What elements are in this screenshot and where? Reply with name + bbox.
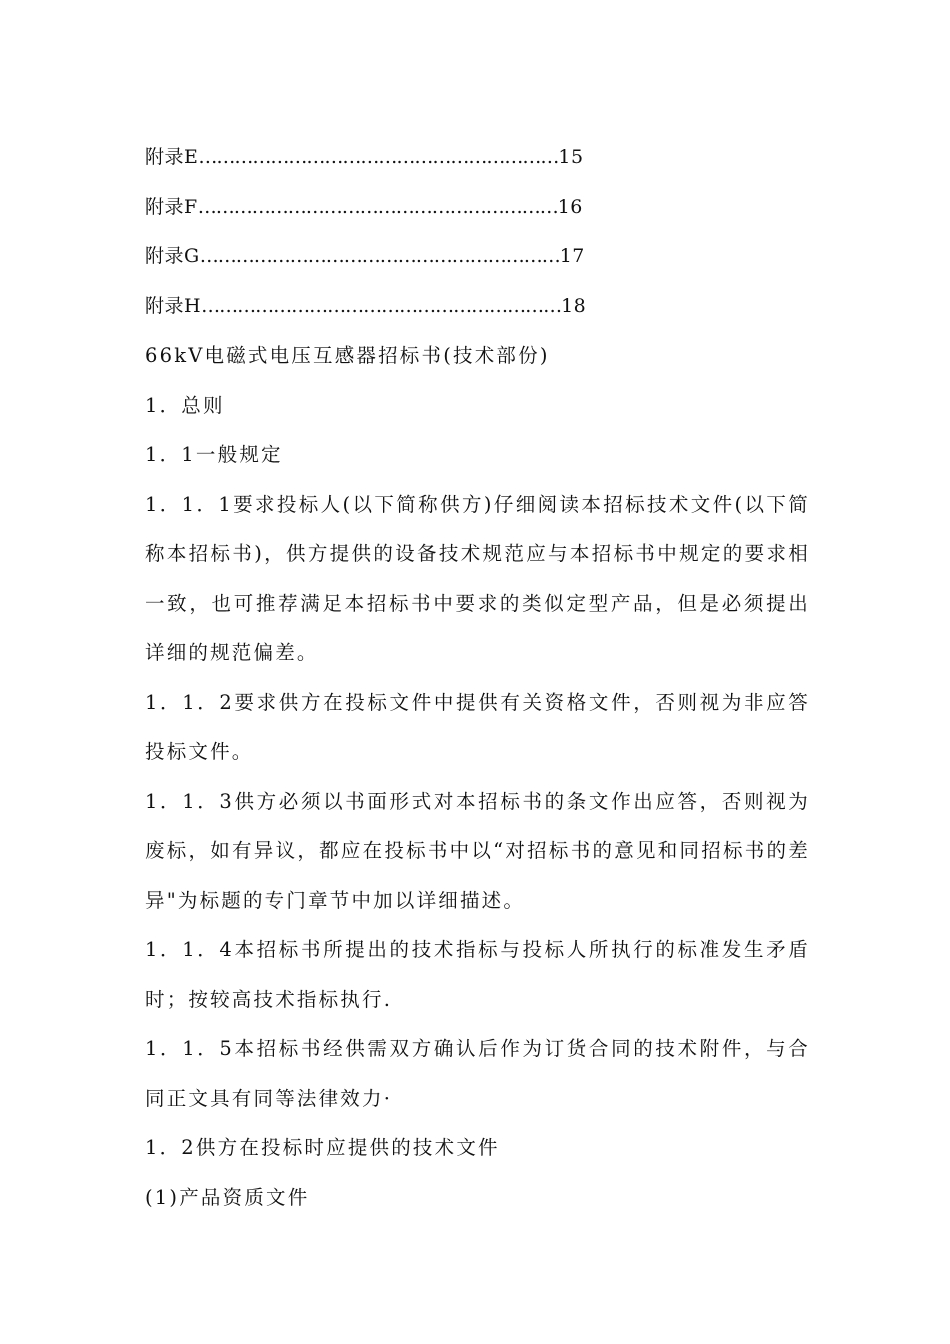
clause-1-1-5: 1．1．5本招标书经供需双方确认后作为订货合同的技术附件，与合同正文具有同等法律效力·: [145, 1037, 810, 1110]
toc-dots: ……………………………………………………: [198, 146, 559, 168]
section-heading-1-2: 1．2供方在投标时应提供的技术文件: [145, 1136, 500, 1159]
toc-label: 附录E: [145, 146, 199, 168]
toc-entry-appendix-f: [145, 183, 810, 233]
toc-page-number: 15: [558, 146, 584, 168]
clause-1-1-4: 1．1．4本招标书所提出的技术指标与投标人所执行的标准发生矛盾时；按较高技术指标执行.: [145, 938, 810, 1011]
toc-dots: ……………………………………………………: [201, 294, 562, 317]
toc-entry-appendix-e: [145, 133, 810, 183]
list-item-1: (1)产品资质文件: [145, 1185, 310, 1209]
clause-1-1-2: 1．1．2要求供方在投标文件中提供有关资格文件，否则视为非应答投标文件。: [145, 690, 810, 763]
toc-label: 附录F: [145, 195, 198, 218]
toc-dots: ……………………………………………………: [197, 195, 558, 218]
section-heading-1: 1．总则: [145, 393, 225, 417]
toc-page-number: 17: [559, 245, 585, 267]
clause-1-1-1: 1．1．1要求投标人(以下简称供方)仔细阅读本招标技术文件(以下简称本招标书)，供方提供的设备技术规范应与本招标书中规定的要求相一致，也可推荐满足本招标书中要求的类似定型产品，但是必须提出详细的规范偏差。: [145, 492, 810, 664]
toc-label: 附录G: [145, 245, 200, 267]
toc-dots: ……………………………………………………: [199, 245, 560, 267]
toc-page-number: 16: [557, 195, 583, 218]
toc-entry-appendix-g: [145, 232, 810, 282]
toc-label: 附录H: [145, 294, 202, 317]
section-heading-1-1: 1．1一般规定: [145, 443, 283, 466]
document-title: 66kV电磁式电压互感器招标书(技术部份): [145, 344, 550, 367]
toc-page-number: 18: [561, 294, 587, 317]
document-page: [145, 133, 810, 1222]
clause-1-1-3: 1．1．3供方必须以书面形式对本招标书的条文作出应答，否则视为废标，如有异议，都应在投标书中以“对招标书的意见和同招标书的差异"为标题的专门章节中加以详细描述。: [145, 789, 810, 912]
toc-entry-appendix-h: [145, 282, 810, 332]
